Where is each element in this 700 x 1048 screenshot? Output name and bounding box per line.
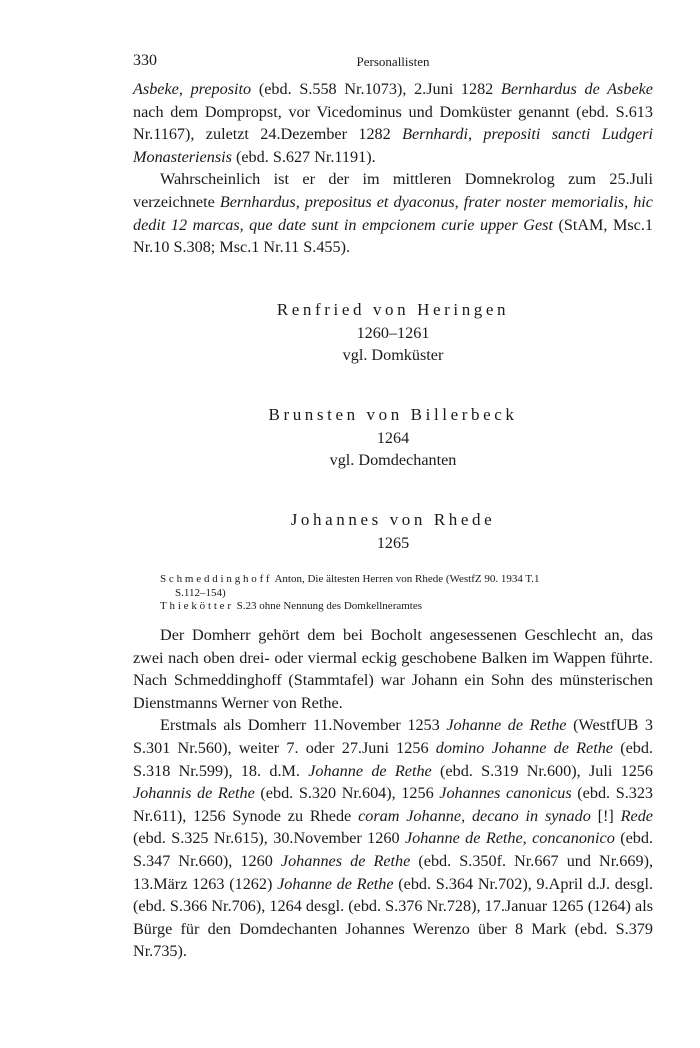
italic-text: coram Johanne, decano in synado	[358, 806, 591, 825]
text-run: [!]	[590, 806, 621, 825]
entry-name: Brunsten von Billerbeck	[268, 405, 518, 424]
entry-heading	[133, 509, 653, 554]
literature-author: Thiekötter	[160, 600, 234, 612]
text-run: (ebd. S.323 Nr.611), 1256 Synode zu Rhede	[133, 784, 654, 825]
entry-years: 1260–1261	[356, 323, 430, 342]
italic-text: Bernhardus, prepositus et dyaconus, frater noster memorialis, hic dedit 12 marcas, que date sunt in empcionem curie upper Gest	[133, 192, 653, 234]
text-run: Der Domherr gehört dem bei Bocholt angesessenen Geschlecht an, das zwei nach oben drei- oder viermal eckig geschobene Balken im Wappen führte. Nach Schmeddinghoff (Stammtafel) war Johann ein Sohn des münsterischen Dienstmanns Werner von Rethe.	[133, 626, 653, 712]
entry-body-text	[133, 624, 653, 963]
entry-years: 1264	[376, 428, 410, 447]
page-header	[133, 52, 653, 74]
literature-item	[160, 600, 652, 614]
paragraph	[133, 714, 653, 963]
literature-item-continuation: S.112–154)	[175, 586, 226, 599]
text-run: (WestfUB 3 S.301 Nr.560), weiter 7. oder 27.Juni 1256	[133, 716, 654, 757]
text-run: (ebd. S.558 Nr.1073), 2.Juni 1282	[251, 80, 501, 98]
literature-title: S.23 ohne Nennung des Domkellneramtes	[233, 600, 423, 612]
text-run: (ebd. S.627 Nr.1191).	[231, 147, 376, 166]
running-head: Personallisten	[356, 54, 430, 69]
italic-text: Johanne de Rethe, concanonico	[404, 829, 615, 848]
text-run: Wahrscheinlich ist er der im mittleren Domnekrolog zum 25.Juli verzeichnete	[133, 170, 653, 211]
italic-text: Johannes canonicus	[439, 784, 572, 803]
page-number: 330	[133, 52, 157, 69]
entry-years: 1265	[376, 533, 410, 552]
italic-text: Johannis de Rethe	[133, 784, 255, 803]
paragraph	[133, 78, 653, 168]
literature-title: Anton, Die ältesten Herren von Rhede (WestfZ 90. 1934 T.1	[272, 573, 540, 585]
text-run: (ebd. S.350f. Nr.667 und Nr.669), 13.März 1263 (1262)	[133, 851, 654, 893]
italic-text: Johanne de Rethe	[308, 761, 432, 780]
text-run: (ebd. S.325 Nr.615), 30.November 1260	[133, 829, 405, 848]
entry-name: Renfried von Heringen	[276, 300, 510, 319]
italic-text: domino Johanne de Rethe	[435, 738, 613, 757]
entry-reference: vgl. Domküster	[342, 346, 444, 365]
text-run: (ebd. S.364 Nr.702), 9.April d.J. desgl. (ebd. S.366 Nr.706), 1264 desgl. (ebd. S.376 Nr.728), 17.Januar 1265 (1264) als Bürge für den Domdechanten Johannes Werenzo über 8 Mark (ebd. S.379 Nr.735).	[133, 874, 654, 961]
italic-text: Bernhardus de Asbeke	[500, 80, 653, 98]
italic-text: Johanne de Rethe	[277, 874, 394, 893]
entry-name: Johannes von Rhede	[290, 510, 496, 529]
entry-reference: vgl. Domdechanten	[329, 451, 457, 470]
paragraph	[133, 168, 653, 258]
continued-entry-text	[133, 78, 653, 259]
text-run: (ebd. S.319 Nr.600), Juli 1256	[431, 761, 653, 780]
text-run: nach dem Dompropst, vor Vicedominus und Domküster genannt (ebd. S.613 Nr.1167), zuletzt 24.Dezember 1282	[133, 102, 653, 144]
text-run: (StAM, Msc.1 Nr.10 S.308; Msc.1 Nr.11 S.455).	[133, 215, 654, 257]
italic-text: Johanne de Rethe	[446, 716, 567, 735]
italic-text: Asbeke, preposito	[133, 80, 252, 98]
literature-item	[160, 573, 652, 587]
entry-heading	[133, 299, 653, 367]
paragraph	[133, 624, 653, 714]
entry-heading	[133, 404, 653, 472]
literature-list	[160, 573, 652, 614]
text-run: (ebd. S.347 Nr.660), 1260	[133, 829, 654, 870]
italic-text: Rede	[620, 806, 653, 825]
literature-author: Schmeddinghoff	[160, 573, 273, 585]
text-run: Erstmals als Domherr 11.November 1253	[160, 716, 447, 735]
text-run: (ebd. S.320 Nr.604), 1256	[254, 784, 440, 803]
italic-text: Johannes de Rethe	[280, 851, 411, 870]
italic-text: Bernhardi, prepositi sancti Ludgeri Monasteriensis	[133, 125, 653, 166]
text-run: (ebd. S.318 Nr.599), 18. d.M.	[133, 738, 654, 780]
